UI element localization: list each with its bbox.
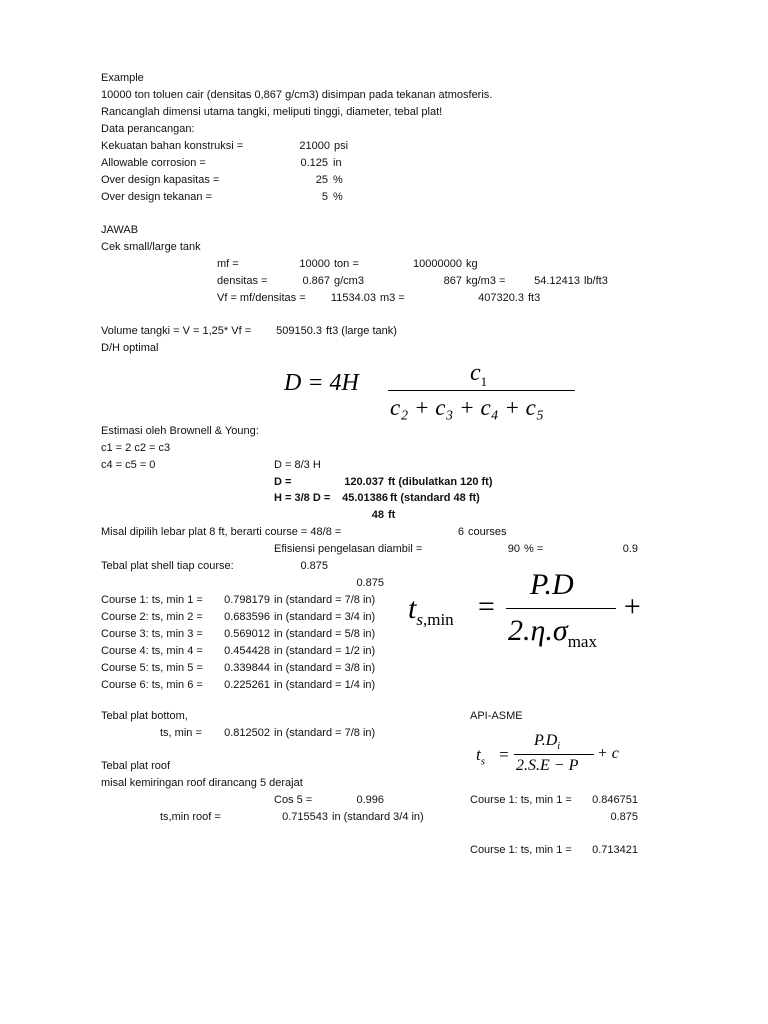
vol-unit: ft3 (large tank) — [326, 325, 397, 337]
roof-ts-label: ts,min roof = — [160, 811, 221, 823]
formula-ts-den-main: 2.η.σ — [508, 614, 568, 647]
formula-d-num — [470, 360, 487, 390]
course-row-label: Course 2: ts, min 2 = — [101, 611, 203, 623]
estimasi-line-1: Estimasi oleh Brownell & Young: — [101, 425, 259, 437]
design-data-heading: Data perancangan: — [101, 123, 195, 135]
cos-value: 0.996 — [356, 794, 384, 806]
bottom-heading: Tebal plat bottom, — [101, 710, 188, 722]
formula-ts-fraction-bar — [506, 608, 616, 609]
formula-ts-min-sub: ,min — [422, 610, 454, 629]
dh-label: D/H optimal — [101, 342, 159, 354]
course-row-label: Course 4: ts, min 4 = — [101, 645, 203, 657]
tebal-shell-value-2: 0.875 — [356, 577, 384, 589]
design-label: Over design tekanan = — [101, 191, 212, 203]
formula-ts-s: s — [416, 610, 423, 629]
eff-label: Efisiensi pengelasan diambil = — [274, 543, 423, 555]
formula-ts-eq: = — [476, 590, 497, 623]
course-row-label: Course 3: ts, min 3 = — [101, 628, 203, 640]
course-row-note: in (standard = 7/8 in) — [274, 594, 376, 606]
formula-api-den: 2.S.E − P — [516, 757, 579, 774]
vf-m3: 11534.03 — [330, 292, 376, 304]
misal-line: Misal dipilih lebar plat 8 ft, berarti course = 48/8 = — [101, 526, 342, 538]
formula-ts-num: P.D — [530, 568, 574, 601]
formula-d-num-c: c — [470, 360, 481, 386]
dens-lbft3: 54.12413 — [534, 275, 580, 287]
eff-value: 0.9 — [622, 543, 638, 555]
jawab-heading: JAWAB — [101, 224, 139, 236]
formula-d-den: c₂ + c₃ + c₄ + c₅ — [390, 395, 544, 420]
design-value: 21000 — [299, 140, 330, 152]
course-row-label: Course 5: ts, min 5 = — [101, 662, 203, 674]
course-row-value: 0.569012 — [224, 628, 270, 640]
estimasi-line-2: c1 = 2 c2 = c3 — [101, 442, 171, 454]
dens-kgm3: 867 — [443, 275, 462, 287]
formula-d-fraction-bar — [388, 390, 575, 391]
formula-api-eq: = — [498, 745, 510, 764]
design-value: 5 — [321, 191, 328, 203]
course-row-note: in (standard = 3/8 in) — [274, 662, 376, 674]
jawab-subheading: Cek small/large tank — [101, 241, 201, 253]
design-unit: % — [333, 174, 343, 186]
formula-ts-den — [508, 614, 597, 652]
formula-api-s: s — [480, 755, 486, 768]
h-final-unit: ft — [388, 509, 396, 521]
course-row-note: in (standard = 1/4 in) — [274, 679, 376, 691]
design-label: Kekuatan bahan konstruksi = — [101, 140, 244, 152]
course-row-note: in (standard = 5/8 in) — [274, 628, 376, 640]
formula-ts-plus: + — [622, 590, 643, 623]
problem-line-1: 10000 ton toluen cair (densitas 0,867 g/cm3) disimpan pada tekanan atmosferis. — [101, 89, 493, 101]
vf-ft3: 407320.3 — [478, 292, 524, 304]
course-row-label: Course 1: ts, min 1 = — [101, 594, 203, 606]
mf-value: 10000 — [299, 258, 330, 270]
api-heading: API-ASME — [470, 710, 523, 722]
h-value: 45.01386 — [342, 492, 388, 504]
dens-lbft3-unit: lb/ft3 — [584, 275, 608, 287]
course-row-value: 0.683596 — [224, 611, 270, 623]
roof-line-2: misal kemiringan roof dirancang 5 derajat — [101, 777, 303, 789]
course-row-label: Course 6: ts, min 6 = — [101, 679, 203, 691]
formula-api-num-sub: i — [557, 741, 561, 753]
mf-unit: ton = — [334, 258, 359, 270]
tebal-shell-label: Tebal plat shell tiap course: — [101, 560, 234, 572]
dens-label: densitas = — [217, 275, 268, 287]
formula-api-fraction-bar — [514, 754, 594, 755]
d-note: ft (dibulatkan 120 ft) — [388, 476, 493, 488]
design-unit: % — [333, 191, 343, 203]
bottom-ts-value: 0.812502 — [224, 727, 270, 739]
mf-kg: 10000000 — [413, 258, 462, 270]
courses-unit: courses — [468, 526, 507, 538]
course-row-value: 0.454428 — [224, 645, 270, 657]
formula-ts-lhs — [408, 592, 454, 630]
formula-ts-den-sub: max — [567, 632, 597, 651]
eff-pct-unit: % = — [524, 543, 544, 555]
design-value: 25 — [315, 174, 328, 186]
problem-line-2: Rancanglah dimensi utama tangki, meliputi tinggi, diameter, tebal plat! — [101, 106, 443, 118]
formula-api-lhs — [476, 745, 485, 767]
h-note: ft (standard 48 ft) — [390, 492, 480, 504]
api-c1b-label: Course 1: ts, min 1 = — [470, 844, 572, 856]
d-label: D = — [274, 476, 292, 488]
design-unit: in — [333, 157, 342, 169]
vf-label: Vf = mf/densitas = — [217, 292, 306, 304]
course-row-value: 0.339844 — [224, 662, 270, 674]
api-c1-value-2: 0.875 — [610, 811, 638, 823]
vol-label: Volume tangki = V = 1,25* Vf = — [101, 325, 252, 337]
example-title: Example — [101, 72, 144, 84]
h-final: 48 — [371, 509, 384, 521]
bottom-ts-label: ts, min = — [160, 727, 202, 739]
course-row-value: 0.225261 — [224, 679, 270, 691]
formula-d-lhs: D = 4H — [284, 370, 359, 396]
api-c1-label: Course 1: ts, min 1 = — [470, 794, 572, 806]
dens-kgm3-unit: kg/m3 = — [466, 275, 506, 287]
formula-d-num-sub: 1 — [480, 373, 488, 389]
formula-api-num-main: P.D — [534, 732, 558, 749]
courses-value: 6 — [457, 526, 464, 538]
cos-label: Cos 5 = — [274, 794, 313, 806]
dens-value: 0.867 — [302, 275, 330, 287]
roof-ts-note: in (standard 3/4 in) — [332, 811, 424, 823]
vf-m3-unit: m3 = — [380, 292, 405, 304]
formula-ts-t: t — [408, 592, 417, 625]
h-label: H = 3/8 D = — [274, 492, 331, 504]
api-c1b-value: 0.713421 — [592, 844, 638, 856]
design-unit: psi — [334, 140, 349, 152]
design-value: 0.125 — [300, 157, 328, 169]
design-label: Allowable corrosion = — [101, 157, 206, 169]
course-row-note: in (standard = 3/4 in) — [274, 611, 376, 623]
formula-api-num — [534, 732, 560, 752]
dens-unit: g/cm3 — [334, 275, 364, 287]
roof-heading: Tebal plat roof — [101, 760, 171, 772]
eff-pct: 90 — [507, 543, 520, 555]
tebal-shell-value: 0.875 — [300, 560, 328, 572]
design-label: Over design kapasitas = — [101, 174, 220, 186]
course-row-note: in (standard = 1/2 in) — [274, 645, 376, 657]
vol-value: 509150.3 — [276, 325, 322, 337]
formula-api-t: t — [476, 745, 481, 764]
mf-kg-unit: kg — [466, 258, 478, 270]
d-value: 120.037 — [344, 476, 384, 488]
mf-label: mf = — [217, 258, 239, 270]
formula-api-tail: + c — [597, 745, 619, 762]
estimasi-line-3: c4 = c5 = 0 — [101, 459, 156, 471]
vf-ft3-unit: ft3 — [528, 292, 541, 304]
roof-ts-value: 0.715543 — [282, 811, 328, 823]
course-row-value: 0.798179 — [224, 594, 270, 606]
bottom-ts-note: in (standard = 7/8 in) — [274, 727, 376, 739]
d-equation: D = 8/3 H — [274, 459, 321, 471]
api-c1-value: 0.846751 — [592, 794, 638, 806]
